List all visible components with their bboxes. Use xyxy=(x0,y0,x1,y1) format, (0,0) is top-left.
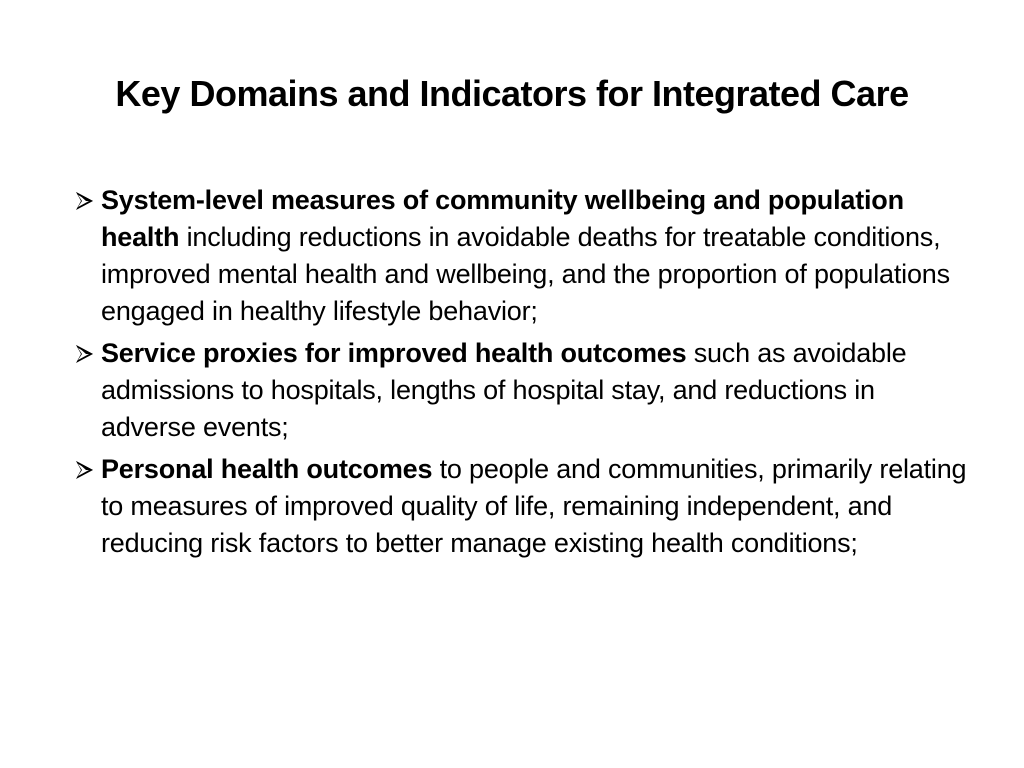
bullet-heading: Service proxies for improved health outcomes xyxy=(101,338,687,368)
bullet-item-system-level xyxy=(74,182,974,330)
arrowhead-bullet-icon xyxy=(74,344,94,364)
bullet-item-personal-outcomes xyxy=(74,451,974,562)
bullet-item-service-proxies xyxy=(74,335,974,446)
bullet-body: including reductions in avoidable deaths for treatable conditions, improved mental health and wellbeing, and the proportion of populations engaged in healthy lifestyle behavior; xyxy=(101,222,950,326)
bullet-body: such as avoidable admissions to hospitals, lengths of hospital stay, and reductions in adverse events; xyxy=(101,338,907,442)
arrowhead-bullet-icon xyxy=(74,460,94,480)
bullet-body: to people and communities, primarily relating to measures of improved quality of life, remaining independent, and reducing risk factors to better manage existing health conditions; xyxy=(101,454,967,558)
bullet-list xyxy=(74,182,974,567)
arrowhead-bullet-icon xyxy=(74,191,94,211)
bullet-heading: System-level measures of community wellbeing and population health xyxy=(101,185,904,252)
bullet-heading: Personal health outcomes xyxy=(101,454,433,484)
slide-title: Key Domains and Indicators for Integrated Care xyxy=(115,73,909,114)
